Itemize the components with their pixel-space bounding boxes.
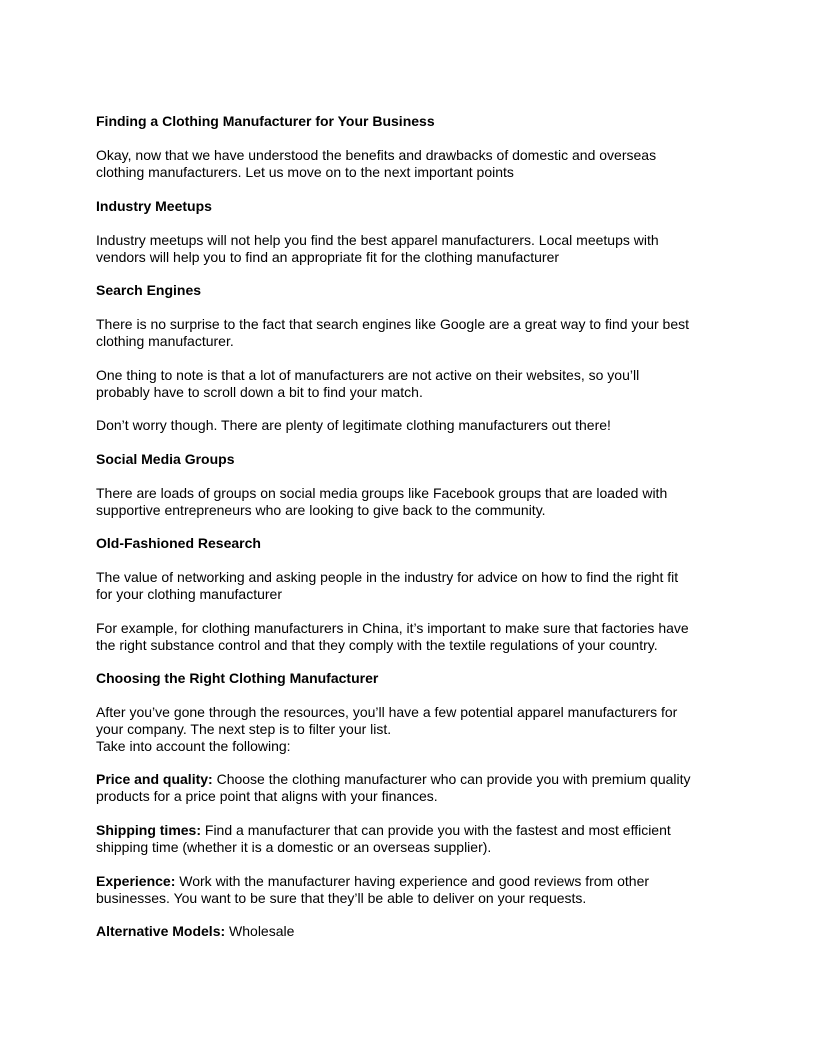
text-line: vendors will help you to find an appropriate fit for the clothing manufacturer [96,249,560,265]
text-line: Work with the manufacturer having experience and good reviews from other [175,873,650,889]
document-title: Finding a Clothing Manufacturer for Your Business [96,113,435,129]
paragraph [96,485,667,519]
paragraph [96,316,689,350]
text-line: shipping time (whether it is a domestic or an overseas supplier). [96,839,492,855]
text-line: Don’t worry though. There are plenty of legitimate clothing manufacturers out there! [96,417,611,433]
paragraph [96,367,639,401]
text-line [96,822,671,839]
text-line: Wholesale [225,923,295,939]
text-line: probably have to scroll down a bit to find your match. [96,384,423,400]
criteria-label: Experience: [96,873,176,889]
text-line: Industry meetups will not help you find the best apparel manufacturers. Local meetups with [96,232,659,248]
criteria-item [96,923,294,940]
text-line: supportive entrepreneurs who are looking to give back to the community. [96,502,546,518]
text-line: There are loads of groups on social media groups like Facebook groups that are loaded with [96,485,668,501]
text-line: your company. The next step is to filter your list. [96,721,392,737]
paragraph [96,704,677,755]
paragraph [96,569,678,603]
text-line: businesses. You want to be sure that they’ll be able to deliver on your requests. [96,890,587,906]
criteria-label: Alternative Models: [96,923,226,939]
paragraph [96,417,611,434]
text-line: products for a price point that aligns with your finances. [96,788,438,804]
text-line: clothing manufacturer. [96,333,234,349]
text-line: for your clothing manufacturer [96,586,282,602]
text-line: Choose the clothing manufacturer who can provide you with premium quality [212,771,691,787]
text-line [96,923,294,940]
criteria-label: Shipping times: [96,822,201,838]
criteria-item [96,771,691,805]
paragraph [96,620,689,654]
paragraph [96,232,659,266]
criteria-label: Price and quality: [96,771,213,787]
text-line: One thing to note is that a lot of manufacturers are not active on their websites, so you’ll [96,367,640,383]
text-line: There is no surprise to the fact that search engines like Google are a great way to find your best [96,316,689,332]
criteria-item [96,873,649,907]
text-line: Take into account the following: [96,738,291,754]
text-line [96,771,691,788]
text-line: The value of networking and asking people in the industry for advice on how to find the right fit [96,569,679,585]
criteria-item [96,822,671,856]
text-line: Okay, now that we have understood the benefits and drawbacks of domestic and overseas [96,147,657,163]
section-heading: Choosing the Right Clothing Manufacturer [96,670,379,686]
section-heading: Search Engines [96,282,202,298]
section-heading: Social Media Groups [96,451,235,467]
text-line: Find a manufacturer that can provide you with the fastest and most efficient [201,822,671,838]
text-line: clothing manufacturers. Let us move on to the next important points [96,164,514,180]
text-line: After you’ve gone through the resources, you’ll have a few potential apparel manufacturers for [96,704,678,720]
text-line [96,873,649,890]
text-line: the right substance control and that they comply with the textile regulations of your country. [96,637,658,653]
section-heading: Old-Fashioned Research [96,535,261,551]
intro-paragraph [96,147,656,181]
text-line: For example, for clothing manufacturers in China, it’s important to make sure that factories have [96,620,689,636]
section-heading: Industry Meetups [96,198,212,214]
